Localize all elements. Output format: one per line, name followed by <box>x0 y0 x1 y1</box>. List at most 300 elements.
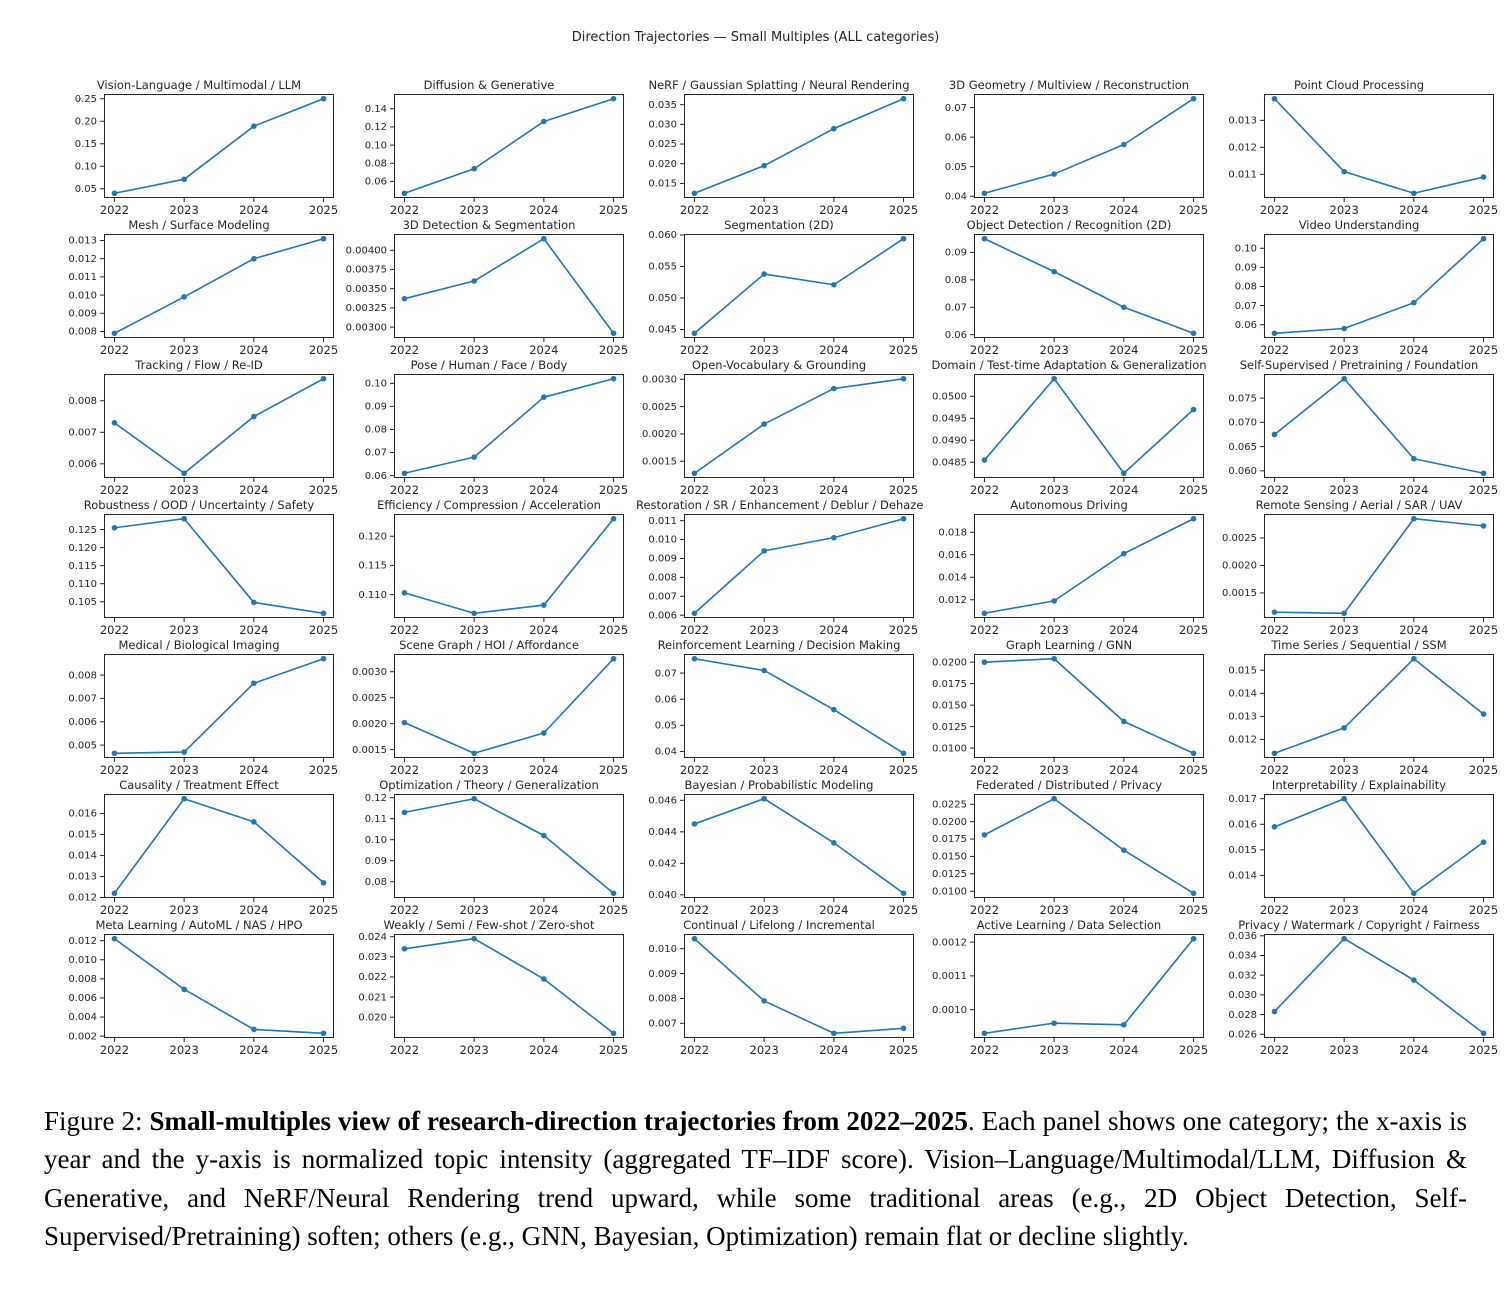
line-series <box>1274 519 1483 614</box>
y-tick-label: 0.0175 <box>932 834 967 846</box>
data-point <box>1191 330 1197 336</box>
y-tick-label: 0.0485 <box>932 457 967 469</box>
x-tick-label: 2023 <box>749 483 779 497</box>
x-tick-label: 2023 <box>169 763 199 777</box>
x-tick-label: 2022 <box>679 763 710 777</box>
plot-svg <box>68 514 339 637</box>
panel-title: Vision-Language / Multimodal / LLM <box>96 78 302 92</box>
line-series <box>114 519 323 614</box>
axis-frame <box>395 795 624 898</box>
x-tick-label: 2023 <box>1039 343 1069 357</box>
plot-svg <box>68 934 339 1057</box>
line-series <box>1274 99 1483 194</box>
data-point <box>181 177 187 183</box>
panel-title: Scene Graph / HOI / Affordance <box>399 638 579 652</box>
chart-panel <box>926 78 1212 218</box>
plot-svg <box>68 654 339 777</box>
x-tick-label: 2025 <box>1468 343 1499 357</box>
data-point <box>471 796 477 802</box>
data-point <box>1481 470 1487 476</box>
x-tick-label: 2023 <box>169 203 199 217</box>
line-series <box>404 379 613 474</box>
x-tick-label: 2022 <box>99 763 130 777</box>
x-tick-label: 2024 <box>819 1043 849 1057</box>
x-tick-label: 2024 <box>239 343 269 357</box>
y-tick-label: 0.060 <box>648 230 677 242</box>
x-tick-label: 2025 <box>308 1043 339 1057</box>
panel-title: Point Cloud Processing <box>1293 78 1425 92</box>
x-tick-label: 2023 <box>749 203 779 217</box>
axis-frame <box>975 935 1204 1038</box>
y-tick-label: 0.06 <box>364 176 387 188</box>
chart-panel <box>1216 78 1502 218</box>
data-point <box>321 236 327 242</box>
y-tick-label: 0.08 <box>944 275 967 287</box>
y-tick-label: 0.25 <box>74 93 97 105</box>
figure-caption <box>44 1102 1467 1255</box>
data-point <box>251 600 257 606</box>
x-tick-label: 2022 <box>679 1043 710 1057</box>
y-tick-label: 0.07 <box>944 302 967 314</box>
chart-panel <box>1216 778 1502 918</box>
y-tick-label: 0.0015 <box>1222 588 1257 600</box>
plot-svg <box>68 374 339 497</box>
y-tick-label: 0.0200 <box>932 657 967 669</box>
plot-area <box>938 514 1209 637</box>
y-tick-label: 0.08 <box>364 158 387 170</box>
data-point <box>1051 656 1057 662</box>
chart-panel <box>1216 218 1502 358</box>
data-point <box>181 796 187 802</box>
line-series <box>404 239 613 334</box>
x-tick-label: 2022 <box>389 343 420 357</box>
line-series <box>1274 239 1483 334</box>
x-tick-label: 2024 <box>239 203 269 217</box>
y-tick-label: 0.011 <box>1228 169 1257 181</box>
y-tick-label: 0.007 <box>68 427 97 439</box>
chart-panel <box>346 498 632 638</box>
x-tick-label: 2024 <box>819 763 849 777</box>
data-point <box>901 96 907 102</box>
x-tick-label: 2024 <box>1399 1043 1429 1057</box>
chart-panel <box>1216 498 1502 638</box>
y-tick-label: 0.016 <box>938 549 967 561</box>
y-tick-label: 0.010 <box>68 954 97 966</box>
data-point <box>1191 407 1197 413</box>
data-point <box>541 976 547 982</box>
panel-title: Autonomous Driving <box>1010 498 1128 512</box>
axis-frame <box>395 935 624 1038</box>
data-point <box>251 414 257 420</box>
y-tick-label: 0.0011 <box>932 971 967 983</box>
x-tick-label: 2023 <box>169 903 199 917</box>
x-tick-label: 2022 <box>679 203 710 217</box>
data-point <box>1121 304 1127 310</box>
plot-svg <box>74 93 339 217</box>
plot-area <box>944 94 1209 217</box>
y-tick-label: 0.006 <box>648 610 677 622</box>
y-tick-label: 0.002 <box>68 1031 97 1043</box>
data-point <box>402 946 408 952</box>
x-tick-label: 2023 <box>749 623 779 637</box>
x-tick-label: 2022 <box>99 483 130 497</box>
x-tick-label: 2024 <box>529 203 559 217</box>
data-point <box>541 394 547 400</box>
x-tick-label: 2024 <box>239 903 269 917</box>
y-tick-label: 0.016 <box>1228 819 1257 831</box>
y-tick-label: 0.0015 <box>352 744 387 756</box>
y-tick-label: 0.09 <box>364 401 387 413</box>
data-point <box>831 535 837 541</box>
y-tick-label: 0.06 <box>364 470 387 482</box>
y-tick-label: 0.060 <box>1228 466 1257 478</box>
y-tick-label: 0.012 <box>68 892 97 904</box>
axis-frame <box>105 235 334 338</box>
x-tick-label: 2023 <box>1039 763 1069 777</box>
x-tick-label: 2023 <box>459 343 489 357</box>
plot-svg <box>648 94 919 217</box>
chart-panel <box>56 358 342 498</box>
data-point <box>402 296 408 302</box>
chart-panel <box>636 358 922 498</box>
x-tick-label: 2023 <box>459 623 489 637</box>
y-tick-label: 0.020 <box>648 158 677 170</box>
data-point <box>541 236 547 242</box>
y-tick-label: 0.110 <box>68 578 97 590</box>
x-tick-label: 2024 <box>529 763 559 777</box>
x-tick-label: 2022 <box>1259 343 1290 357</box>
plot-svg <box>938 514 1209 637</box>
data-point <box>1481 523 1487 529</box>
x-tick-label: 2022 <box>389 1043 420 1057</box>
axis-frame <box>685 935 914 1038</box>
panel-title: Optimization / Theory / Generalization <box>379 778 599 792</box>
y-tick-label: 0.010 <box>648 534 677 546</box>
y-tick-label: 0.012 <box>68 253 97 265</box>
y-tick-label: 0.04 <box>944 191 967 203</box>
plot-area <box>648 94 919 217</box>
plot-area <box>932 794 1209 917</box>
x-tick-label: 2022 <box>969 483 1000 497</box>
x-tick-label: 2025 <box>1468 903 1499 917</box>
y-tick-label: 0.010 <box>648 943 677 955</box>
data-point <box>321 1030 327 1036</box>
x-tick-label: 2023 <box>749 763 779 777</box>
y-tick-label: 0.0020 <box>1222 560 1257 572</box>
line-series <box>404 659 613 754</box>
y-tick-label: 0.0030 <box>352 666 387 678</box>
y-tick-label: 0.008 <box>648 993 677 1005</box>
plot-svg <box>648 794 919 917</box>
y-tick-label: 0.0150 <box>932 851 967 863</box>
axis-frame <box>1265 235 1494 338</box>
panel-title: Open-Vocabulary & Grounding <box>691 358 867 372</box>
y-tick-label: 0.10 <box>74 161 97 173</box>
x-tick-label: 2025 <box>1178 623 1209 637</box>
x-tick-label: 2024 <box>1109 763 1139 777</box>
data-point <box>181 987 187 993</box>
x-tick-label: 2025 <box>1468 483 1499 497</box>
figure-suptitle: Direction Trajectories — Small Multiples (ALL categories) <box>571 30 940 45</box>
x-tick-label: 2024 <box>529 623 559 637</box>
y-tick-label: 0.023 <box>358 952 387 964</box>
data-point <box>181 516 187 522</box>
data-point <box>761 796 767 802</box>
y-tick-label: 0.0100 <box>932 743 967 755</box>
y-tick-label: 0.013 <box>68 871 97 883</box>
plot-svg <box>1228 94 1499 217</box>
y-tick-label: 0.008 <box>68 974 97 986</box>
x-tick-label: 2023 <box>1039 483 1069 497</box>
data-point <box>692 330 698 336</box>
plot-svg <box>68 794 339 917</box>
axis-frame <box>105 655 334 758</box>
data-point <box>181 294 187 300</box>
chart-panel <box>56 498 342 638</box>
axis-frame <box>685 795 914 898</box>
data-point <box>1272 609 1278 615</box>
plot-area <box>1228 930 1499 1057</box>
x-tick-label: 2025 <box>308 763 339 777</box>
axis-frame <box>975 795 1204 898</box>
axis-frame <box>975 515 1204 618</box>
chart-panel <box>636 218 922 358</box>
y-tick-label: 0.022 <box>358 972 387 984</box>
y-tick-label: 0.05 <box>944 161 967 173</box>
y-tick-label: 0.015 <box>68 829 97 841</box>
line-series <box>1274 379 1483 474</box>
data-point <box>692 656 698 662</box>
x-tick-label: 2022 <box>969 343 1000 357</box>
x-tick-label: 2022 <box>1259 1043 1290 1057</box>
chart-panel <box>346 358 632 498</box>
caption-label: Figure 2: <box>44 1106 150 1136</box>
line-series <box>404 99 613 194</box>
x-tick-label: 2022 <box>1259 483 1290 497</box>
y-tick-label: 0.12 <box>364 122 387 134</box>
line-series <box>1274 939 1483 1034</box>
chart-panel <box>926 778 1212 918</box>
data-point <box>1191 890 1197 896</box>
data-point <box>831 707 837 713</box>
x-tick-label: 2023 <box>1039 203 1069 217</box>
data-point <box>901 1025 907 1031</box>
x-tick-label: 2023 <box>169 343 199 357</box>
chart-panel <box>926 358 1212 498</box>
y-tick-label: 0.032 <box>1228 970 1257 982</box>
data-point <box>611 330 617 336</box>
panel-title: Mesh / Surface Modeling <box>128 218 270 232</box>
chart-panel <box>636 638 922 778</box>
panel-title: 3D Detection & Segmentation <box>402 218 576 232</box>
y-tick-label: 0.07 <box>364 447 387 459</box>
axis-frame <box>1265 655 1494 758</box>
panel-title: Bayesian / Probabilistic Modeling <box>684 778 874 792</box>
chart-panel <box>346 918 632 1058</box>
data-point <box>1051 1020 1057 1026</box>
y-tick-label: 0.009 <box>648 553 677 565</box>
data-point <box>471 936 477 942</box>
x-tick-label: 2023 <box>1329 483 1359 497</box>
plot-svg <box>1222 514 1499 637</box>
x-tick-label: 2022 <box>679 483 710 497</box>
x-tick-label: 2023 <box>749 343 779 357</box>
y-tick-label: 0.0125 <box>932 869 967 881</box>
x-tick-label: 2025 <box>598 203 629 217</box>
y-tick-label: 0.0200 <box>932 816 967 828</box>
data-point <box>251 123 257 129</box>
y-tick-label: 0.0500 <box>932 391 967 403</box>
data-point <box>1341 326 1347 332</box>
x-tick-label: 2022 <box>679 623 710 637</box>
x-tick-label: 2024 <box>819 343 849 357</box>
y-tick-label: 0.06 <box>944 132 967 144</box>
x-tick-label: 2024 <box>1399 483 1429 497</box>
y-tick-label: 0.046 <box>648 795 677 807</box>
chart-panel <box>926 218 1212 358</box>
x-tick-label: 2024 <box>819 483 849 497</box>
data-point <box>761 998 767 1004</box>
plot-area <box>68 794 339 917</box>
panel-title: Diffusion & Generative <box>423 78 555 92</box>
y-tick-label: 0.14 <box>364 103 387 115</box>
panel-title: Time Series / Sequential / SSM <box>1271 638 1447 652</box>
x-tick-label: 2022 <box>1259 763 1290 777</box>
x-tick-label: 2024 <box>1109 343 1139 357</box>
chart-panel <box>346 78 632 218</box>
data-point <box>831 126 837 132</box>
data-point <box>1411 890 1417 896</box>
x-tick-label: 2025 <box>888 903 919 917</box>
panel-title: Medical / Biological Imaging <box>118 638 280 652</box>
line-series <box>694 99 903 194</box>
data-point <box>1481 711 1487 717</box>
y-tick-label: 0.11 <box>364 813 387 825</box>
y-tick-label: 0.030 <box>648 119 677 131</box>
chart-panel <box>56 78 342 218</box>
y-tick-label: 0.06 <box>654 694 677 706</box>
x-tick-label: 2023 <box>459 1043 489 1057</box>
panel-title: Object Detection / Recognition (2D) <box>966 218 1172 232</box>
data-point <box>541 833 547 839</box>
line-series <box>984 659 1193 754</box>
panel-title: 3D Geometry / Multiview / Reconstruction <box>948 78 1190 92</box>
plot-area <box>932 654 1209 777</box>
x-tick-label: 2024 <box>819 903 849 917</box>
data-point <box>831 1030 837 1036</box>
line-series <box>114 939 323 1034</box>
chart-panel <box>636 498 922 638</box>
x-tick-label: 2025 <box>308 483 339 497</box>
y-tick-label: 0.011 <box>648 515 677 527</box>
x-tick-label: 2025 <box>308 623 339 637</box>
y-tick-label: 0.010 <box>68 290 97 302</box>
y-tick-label: 0.005 <box>68 740 97 752</box>
chart-panel <box>926 638 1212 778</box>
panel-title: Remote Sensing / Aerial / SAR / UAV <box>1255 498 1463 512</box>
x-tick-label: 2024 <box>819 623 849 637</box>
x-tick-label: 2023 <box>169 1043 199 1057</box>
line-series <box>984 379 1193 474</box>
y-tick-label: 0.075 <box>1228 393 1257 405</box>
data-point <box>321 376 327 382</box>
y-tick-label: 0.00300 <box>345 322 387 334</box>
y-tick-label: 0.10 <box>364 140 387 152</box>
y-tick-label: 0.0025 <box>642 401 677 413</box>
plot-svg <box>1234 234 1499 357</box>
y-tick-label: 0.110 <box>358 589 387 601</box>
x-tick-label: 2025 <box>598 763 629 777</box>
y-tick-label: 0.040 <box>648 890 677 902</box>
data-point <box>471 750 477 756</box>
plot-area <box>358 514 629 637</box>
plot-svg <box>1228 374 1499 497</box>
data-point <box>611 376 617 382</box>
x-tick-label: 2024 <box>239 483 269 497</box>
data-point <box>1051 796 1057 802</box>
data-point <box>1481 839 1487 845</box>
y-tick-label: 0.12 <box>364 792 387 804</box>
x-tick-label: 2022 <box>969 903 1000 917</box>
data-point <box>901 236 907 242</box>
data-point <box>1121 847 1127 853</box>
y-tick-label: 0.0025 <box>352 692 387 704</box>
plot-area <box>648 230 919 357</box>
line-series <box>694 239 903 334</box>
x-tick-label: 2024 <box>1109 1043 1139 1057</box>
y-tick-label: 0.0150 <box>932 700 967 712</box>
plot-svg <box>1228 793 1499 917</box>
data-point <box>112 190 118 196</box>
x-tick-label: 2025 <box>1178 203 1209 217</box>
data-point <box>1341 169 1347 175</box>
panel-title: Robustness / OOD / Uncertainty / Safety <box>83 498 315 512</box>
x-tick-label: 2025 <box>598 343 629 357</box>
plot-svg <box>654 654 919 777</box>
x-tick-label: 2025 <box>888 623 919 637</box>
x-tick-label: 2022 <box>389 763 420 777</box>
data-point <box>692 190 698 196</box>
axis-frame <box>685 515 914 618</box>
x-tick-label: 2024 <box>529 483 559 497</box>
data-point <box>541 730 547 736</box>
data-point <box>611 890 617 896</box>
y-tick-label: 0.006 <box>68 459 97 471</box>
x-tick-label: 2024 <box>819 203 849 217</box>
y-tick-label: 0.024 <box>358 931 387 943</box>
x-tick-label: 2025 <box>598 1043 629 1057</box>
y-tick-label: 0.04 <box>654 746 677 758</box>
data-point <box>112 750 118 756</box>
data-point <box>901 516 907 522</box>
data-point <box>1411 977 1417 983</box>
data-point <box>1121 470 1127 476</box>
axis-frame <box>395 375 624 478</box>
line-series <box>1274 799 1483 894</box>
data-point <box>471 166 477 172</box>
plot-area <box>1228 793 1499 917</box>
y-tick-label: 0.050 <box>648 293 677 305</box>
y-tick-label: 0.044 <box>648 827 677 839</box>
plot-area <box>944 234 1209 357</box>
y-tick-label: 0.00400 <box>345 245 387 257</box>
x-tick-label: 2025 <box>308 203 339 217</box>
x-tick-label: 2022 <box>99 903 130 917</box>
plot-svg <box>932 794 1209 917</box>
axis-frame <box>105 95 334 198</box>
data-point <box>1341 610 1347 616</box>
data-point <box>1341 725 1347 731</box>
